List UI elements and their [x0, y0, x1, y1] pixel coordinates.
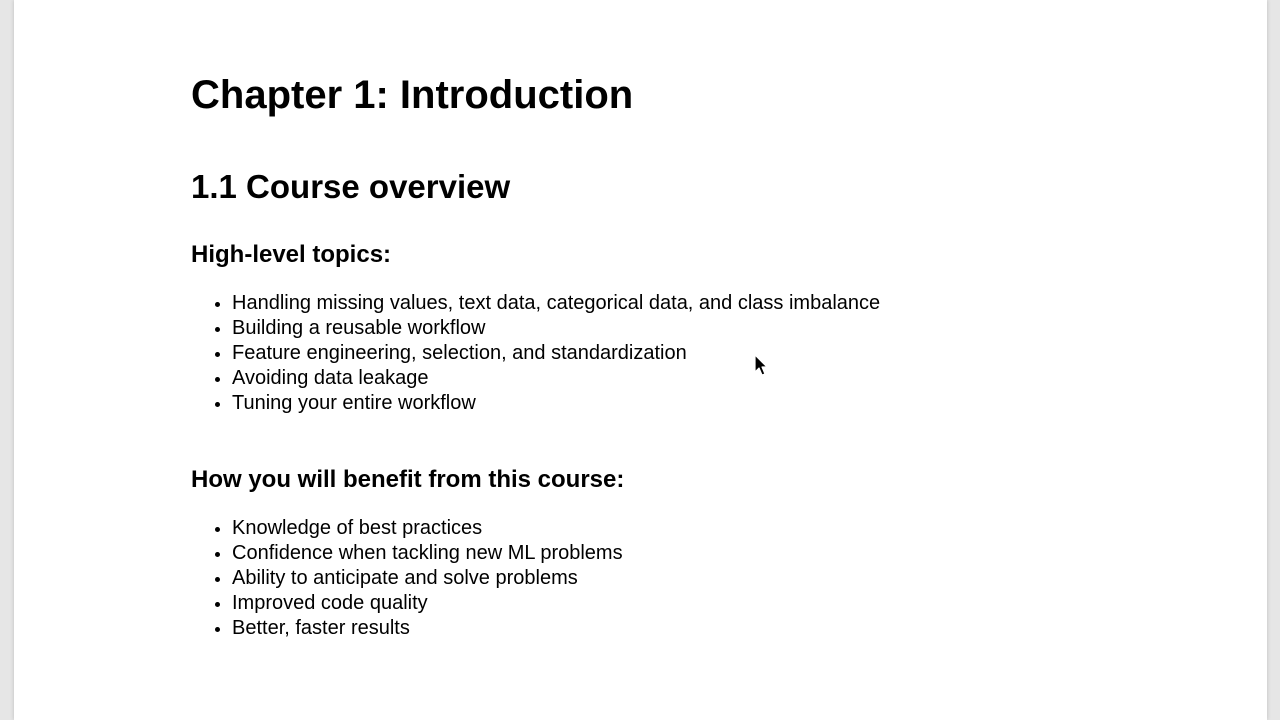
- list-item: • Confidence when tackling new ML problems: [232, 541, 623, 566]
- list-item: • Improved code quality: [232, 591, 623, 616]
- list-item: • Feature engineering, selection, and standardization: [232, 341, 880, 366]
- topics-list: [191, 291, 880, 416]
- document-page: [14, 0, 1267, 720]
- topics-heading: High-level topics:: [191, 241, 392, 268]
- chapter-title: Chapter 1: Introduction: [191, 73, 634, 117]
- list-item: • Knowledge of best practices: [232, 516, 623, 541]
- list-item: • Tuning your entire workflow: [232, 391, 880, 416]
- benefits-heading: How you will benefit from this course:: [191, 466, 625, 493]
- benefits-list: [191, 516, 623, 641]
- mouse-pointer-icon: [754, 354, 770, 378]
- list-item: • Building a reusable workflow: [232, 316, 880, 341]
- list-item: • Handling missing values, text data, categorical data, and class imbalance: [232, 291, 880, 316]
- section-title: 1.1 Course overview: [191, 168, 511, 205]
- list-item: • Ability to anticipate and solve problems: [232, 566, 623, 591]
- list-item: • Avoiding data leakage: [232, 366, 880, 391]
- list-item: • Better, faster results: [232, 616, 623, 641]
